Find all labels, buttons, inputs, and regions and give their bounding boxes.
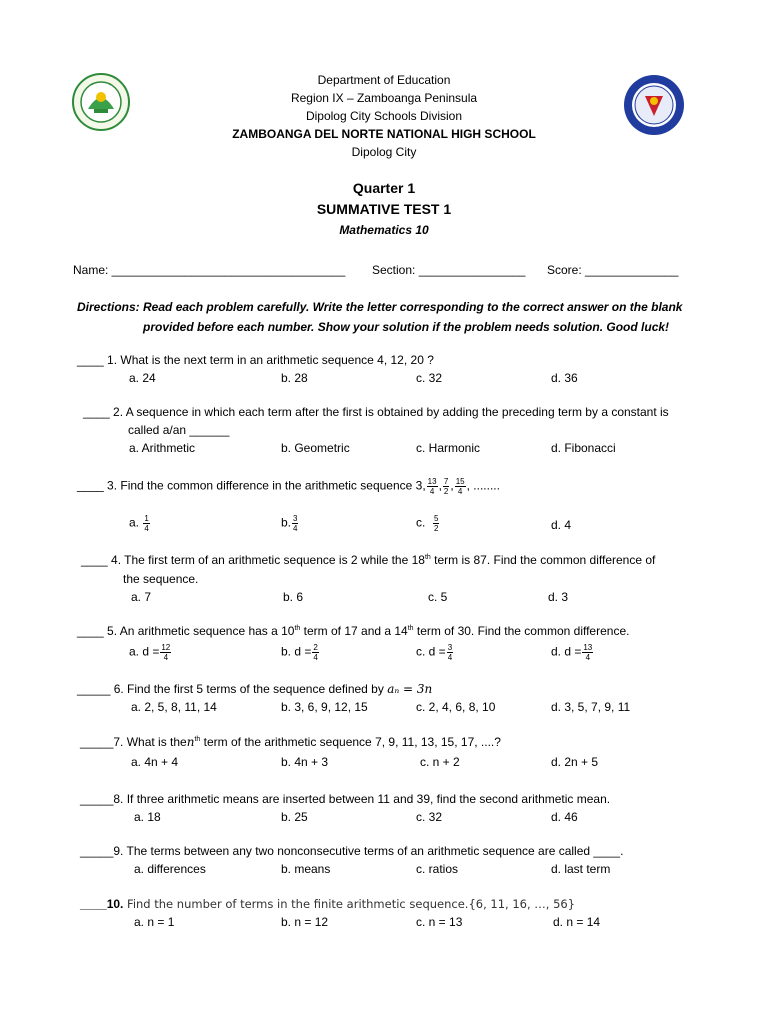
test-title: SUMMATIVE TEST 1 <box>316 201 452 217</box>
header-region: Region IX – Zamboanga Peninsula <box>290 91 478 105</box>
header-school: ZAMBOANGA DEL NORTE NATIONAL HIGH SCHOOL <box>232 127 536 141</box>
q5-choice-c: c. d = $\frac{3}{4}$ <box>416 643 453 662</box>
q3-fraction-1: $\frac{13}{4}$ <box>427 477 437 496</box>
q3-choice-a: a. $\frac{1}{4}$ <box>129 514 149 533</box>
q8-choice-b: b. 25 <box>281 810 308 824</box>
q4-choice-c: c. 5 <box>428 590 448 604</box>
q3-text: ____ 3. Find the common difference in the arithmetic sequence 3, <box>77 478 426 493</box>
question-9: _____9. The terms between any two nonconsecutive terms of an arithmetic sequence are called ____. <box>80 844 624 858</box>
q1-choice-a: a. 24 <box>129 371 156 385</box>
q1-choice-b: b. 28 <box>281 371 308 385</box>
question-1: ____ 1. What is the next term in an arithmetic sequence 4, 12, 20 ? <box>77 353 434 367</box>
q6-choice-d: d. 3, 5, 7, 9, 11 <box>551 700 631 714</box>
q6-choice-b: b. 3, 6, 9, 12, 15 <box>281 700 368 714</box>
q2-choice-c: c. Harmonic <box>416 441 481 455</box>
q8-choice-a: a. 18 <box>134 810 161 824</box>
subject-title: Mathematics 10 <box>339 223 429 237</box>
q10-choice-d: d. n = 14 <box>553 915 601 929</box>
q8-choice-c: c. 32 <box>416 810 443 824</box>
q7-choice-c: c. n + 2 <box>420 755 460 769</box>
name-field[interactable]: Name: ___________________________________ <box>73 263 346 277</box>
question-7: _____7. What is then$^{th}$ term of the arithmetic sequence 7, 9, 11, 13, 15, 17, ....? <box>80 735 501 749</box>
q10-choice-a: a. n = 1 <box>134 915 175 929</box>
q3-fraction-3: $\frac{15}{4}$ <box>455 477 465 496</box>
header-city: Dipolog City <box>351 145 417 159</box>
q10-choice-c: c. n = 13 <box>416 915 463 929</box>
question-4: ____ 4. The first term of an arithmetic sequence is 2 while the 18th term is 87. Find the common difference of <box>81 553 656 567</box>
q3-choice-d: d. 4 <box>551 518 572 532</box>
q9-choice-c: c. ratios <box>416 862 459 876</box>
score-field[interactable]: Score: ______________ <box>547 263 679 277</box>
question-2: ____ 2. A sequence in which each term after the first is obtained by adding the preceding term by a constant is <box>83 405 669 419</box>
q2-choice-d: d. Fibonacci <box>551 441 616 455</box>
question-3: ____ 3. Find the common difference in the arithmetic sequence 3, $\frac{13}{4}$ , $\frac{7}{2}$ , $\frac{15}{4}$ , ........ <box>77 477 500 496</box>
section-field[interactable]: Section: ________________ <box>372 263 526 277</box>
q5-choice-a: a. d = $\frac{12}{4}$ <box>129 643 171 662</box>
q4-choice-b: b. 6 <box>283 590 304 604</box>
header-division: Dipolog City Schools Division <box>305 109 463 123</box>
q3-choice-b: b. $\frac{3}{4}$ <box>281 514 298 533</box>
q2-choice-a: a. Arithmetic <box>129 441 196 455</box>
q3-fraction-2: $\frac{7}{2}$ <box>443 477 449 496</box>
directions-line1: Directions: Read each problem carefully. Write the letter corresponding to the correct answer on the blank <box>77 300 683 314</box>
q7-choice-d: d. 2n + 5 <box>551 755 599 769</box>
question-2-cont: called a/an ______ <box>128 423 230 437</box>
question-4-cont: the sequence. <box>123 572 199 586</box>
q1-choice-c: c. 32 <box>416 371 443 385</box>
directions-line2: provided before each number. Show your solution if the problem needs solution. Good luck! <box>143 320 670 334</box>
q6-formula: aₙ = 3n <box>387 682 433 696</box>
q1-choice-d: d. 36 <box>551 371 578 385</box>
q7-choice-b: b. 4n + 3 <box>281 755 329 769</box>
header-department: Department of Education <box>317 73 451 87</box>
question-5: ____ 5. An arithmetic sequence has a 10th term of 17 and a 14th term of 30. Find the common difference. <box>77 624 630 638</box>
q2-choice-b: b. Geometric <box>281 441 350 455</box>
question-10: ____10. Find the number of terms in the finite arithmetic sequence.{6, 11, 16, …, 56} <box>80 897 576 911</box>
q4-choice-d: d. 3 <box>548 590 569 604</box>
q6-choice-c: c. 2, 4, 6, 8, 10 <box>416 700 496 714</box>
q4-choice-a: a. 7 <box>131 590 152 604</box>
question-6: _____ 6. Find the first 5 terms of the sequence defined by aₙ = 3n <box>77 682 433 696</box>
quarter-title: Quarter 1 <box>352 180 416 196</box>
q10-choice-b: b. n = 12 <box>281 915 329 929</box>
q3-choice-c: c. $\frac{5}{2}$ <box>416 514 439 533</box>
q8-choice-d: d. 46 <box>551 810 578 824</box>
q9-choice-d: d. last term <box>551 862 611 876</box>
q5-choice-b: b. d = $\frac{2}{4}$ <box>281 643 318 662</box>
q5-choice-d: d. d = $\frac{13}{4}$ <box>551 643 593 662</box>
q7-choice-a: a. 4n + 4 <box>131 755 179 769</box>
q9-choice-b: b. means <box>281 862 331 876</box>
q9-choice-a: a. differences <box>134 862 206 876</box>
q6-choice-a: a. 2, 5, 8, 11, 14 <box>131 700 217 714</box>
question-8: _____8. If three arithmetic means are inserted between 11 and 39, find the second arithmetic mean. <box>80 792 611 806</box>
